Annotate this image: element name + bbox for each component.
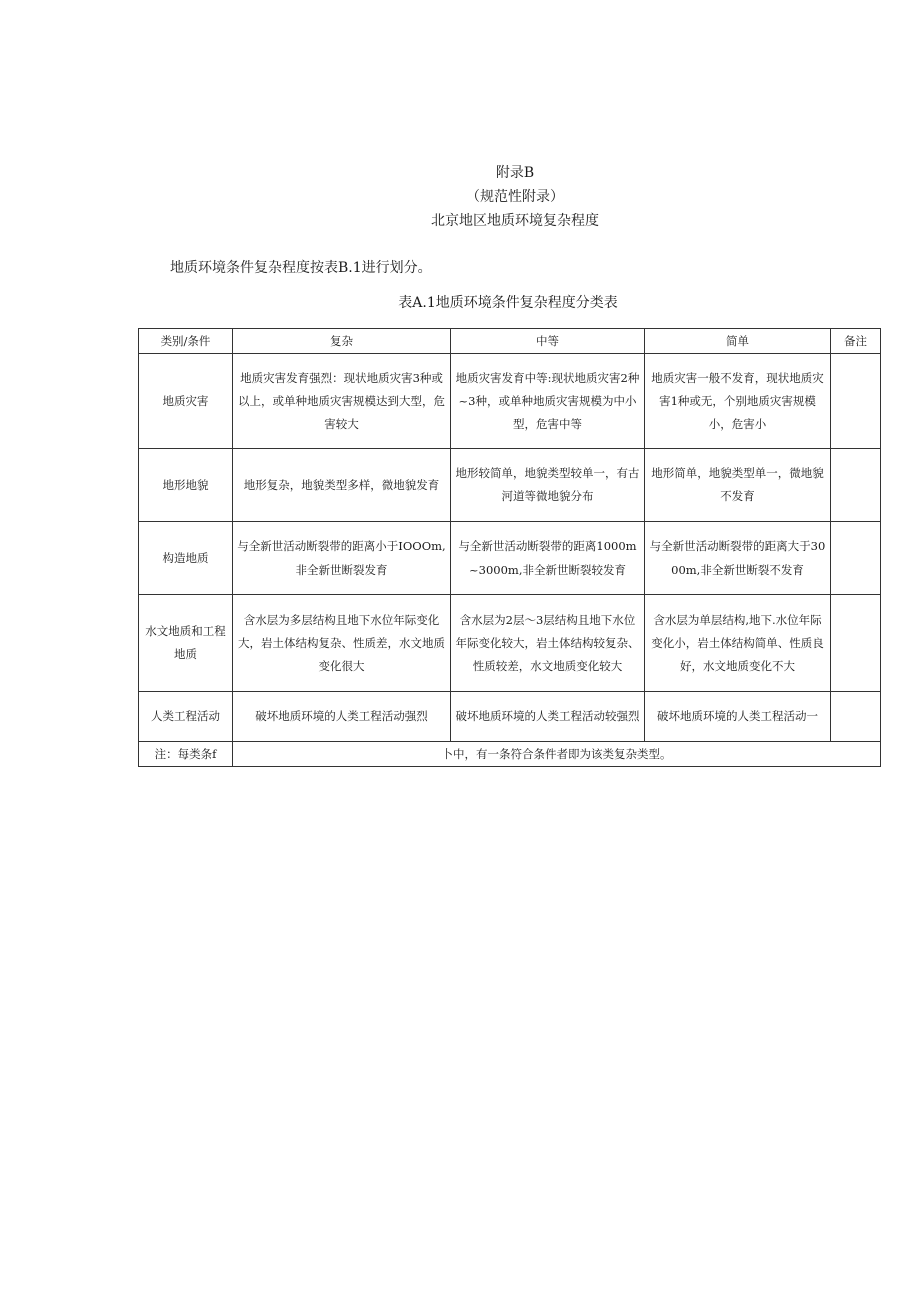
table-note-row [139,742,881,767]
cell-category: 地质灾害 [139,354,233,449]
cell-category: 水文地质和工程地质 [139,595,233,692]
cell-category: 人类工程活动 [139,692,233,742]
appendix-type: （规范性附录） [466,189,564,205]
cell-category: 地形地貌 [139,449,233,522]
header-simple: 简单 [645,329,831,354]
cell-simple: 破坏地质环境的人类工程活动一 [645,692,831,742]
appendix-label: 附录B [495,165,535,181]
cell-simple: 地质灾害一般不发育，现状地质灾害1种或无，个别地质灾害规模小，危害小 [645,354,831,449]
cell-complex: 与全新世活动断裂带的距离小于IOOOm,非全新世断裂发育 [233,522,451,595]
header-complex: 复杂 [233,329,451,354]
header-remark: 备注 [831,329,881,354]
cell-remark [831,692,881,742]
table-row [139,595,881,692]
table-caption: 表A.1地质环境条件复杂程度分类表 [398,295,618,311]
cell-simple: 地形简单，地貌类型单一，微地貌不发育 [645,449,831,522]
cell-medium: 含水层为2层～3层结构且地下水位年际变化较大，岩土体结构较复杂、性质较差，水文地质变化较大 [451,595,645,692]
cell-remark [831,449,881,522]
header-medium: 中等 [451,329,645,354]
table-row [139,449,881,522]
cell-medium: 与全新世活动断裂带的距离1000m~3000m,非全新世断裂较发育 [451,522,645,595]
table-row [139,522,881,595]
table-row [139,692,881,742]
cell-category: 构造地质 [139,522,233,595]
cell-medium: 地质灾害发育中等:现状地质灾害2种~3种，或单种地质灾害规模为中小型，危害中等 [451,354,645,449]
intro-paragraph: 地质环境条件复杂程度按表B.1进行划分。 [170,260,432,276]
cell-remark [831,522,881,595]
cell-medium: 破坏地质环境的人类工程活动较强烈 [451,692,645,742]
cell-complex: 地质灾害发育强烈：现状地质灾害3种或以上，或单种地质灾害规模达到大型，危害较大 [233,354,451,449]
cell-complex: 含水层为多层结构且地下水位年际变化大，岩土体结构复杂、性质差，水文地质变化很大 [233,595,451,692]
cell-simple: 与全新世活动断裂带的距离大于3000m,非全新世断裂不发育 [645,522,831,595]
cell-remark [831,595,881,692]
note-prefix: 注：每类条f [139,742,233,767]
cell-medium: 地形较简单，地貌类型较单一，有古河道等微地貌分布 [451,449,645,522]
cell-complex: 破坏地质环境的人类工程活动强烈 [233,692,451,742]
cell-simple: 含水层为单层结构,地下.水位年际变化小，岩土体结构简单、性质良好，水文地质变化不大 [645,595,831,692]
cell-complex: 地形复杂，地貌类型多样，微地貌发育 [233,449,451,522]
table-header-row [139,329,881,354]
note-text: 卜中，有一条符合条件者即为该类复杂类型。 [233,742,881,767]
header-category: 类别/条件 [139,329,233,354]
cell-remark [831,354,881,449]
table-row [139,354,881,449]
classification-table [138,328,881,767]
appendix-title: 北京地区地质环境复杂程度 [431,213,599,229]
